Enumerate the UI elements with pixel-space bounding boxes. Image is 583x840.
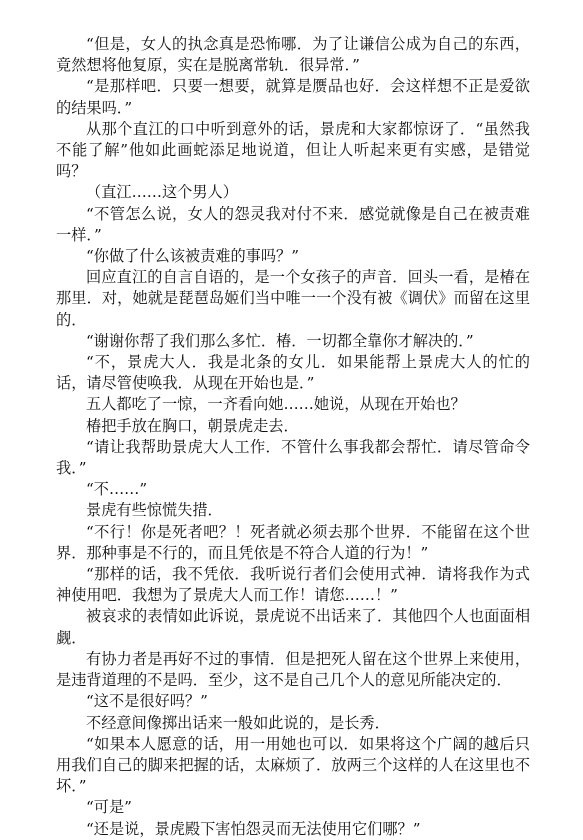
paragraph: 回应直江的自言自语的，是一个女孩子的声音．回头一看，是椿在那里．对，她就是琵琶岛姬们当中唯一一个没有被《调伏》而留在这里的． <box>56 268 530 329</box>
paragraph: 不经意间像掷出话来一般如此说的，是长秀． <box>86 713 390 732</box>
paragraph: 被哀求的表情如此诉说，景虎说不出话来了．其他四个人也面面相觑． <box>56 607 530 647</box>
paragraph: “是那样吧．只要一想要，就算是赝品也好．会这样想不正是爱欲的结果吗．” <box>56 77 530 117</box>
paragraph: “这不是很好吗？” <box>86 692 208 711</box>
paragraph: “还是说，景虎殿下害怕怨灵而无法使用它们哪？” <box>86 819 421 838</box>
paragraph: “但是，女人的执念真是恐怖哪．为了让谦信公成为自己的东西，竟然想将他复原，实在是脱离常轨．很异常．” <box>56 35 530 75</box>
paragraph: “如果本人愿意的话，用一用她也可以．如果将这个广阔的越后只用我们自己的脚来把握的话，太麻烦了．放两三个这样的人在这里也不坏．” <box>56 734 530 796</box>
paragraph: “可是” <box>86 798 132 817</box>
paragraph: 从那个直江的口中听到意外的话，景虎和大家都惊讶了．“虽然我不能了解”他如此画蛇添足地说道，但让人听起来更有实感，是错觉吗？ <box>56 119 530 181</box>
paragraph: “那样的话，我不凭依．我听说行者们会使用式神．请将我作为式神使用吧．我想为了景虎大人而工作！请您……！” <box>56 565 530 605</box>
document-page <box>56 34 530 840</box>
paragraph: 椿把手放在胸口，朝景虎走去． <box>86 416 299 435</box>
paragraph: “不，景虎大人．我是北条的女儿．如果能帮上景虎大人的忙的话，请尽管使唤我．从现在开始也是．” <box>56 353 530 393</box>
paragraph: “谢谢你帮了我们那么多忙．椿．一切都全靠你才解决的．” <box>86 331 474 350</box>
paragraph: 五人都吃了一惊，一齐看向她……她说，从现在开始也？ <box>86 395 466 414</box>
paragraph: “不行！你是死者吧？！死者就必须去那个世界．不能留在这个世界．那种事是不行的，而且凭依是不符合人道的行为！” <box>56 522 530 562</box>
paragraph: 景虎有些惊慌失措． <box>86 501 223 520</box>
paragraph: 有协力者是再好不过的事情．但是把死人留在这个世界上来使用，是违背道理的不是吗．至少，这不是自己几个人的意见所能决定的． <box>56 649 530 690</box>
paragraph: “不管怎么说，女人的怨灵我对付不来．感觉就像是自己在被责难一样．” <box>56 204 530 244</box>
paragraph: “不……” <box>86 480 148 499</box>
paragraph: （直江……这个男人） <box>86 183 238 202</box>
paragraph: “你做了什么该被责难的事吗？” <box>86 247 299 266</box>
paragraph: “请让我帮助景虎大人工作．不管什么事我都会帮忙．请尽管命令我．” <box>56 437 530 478</box>
